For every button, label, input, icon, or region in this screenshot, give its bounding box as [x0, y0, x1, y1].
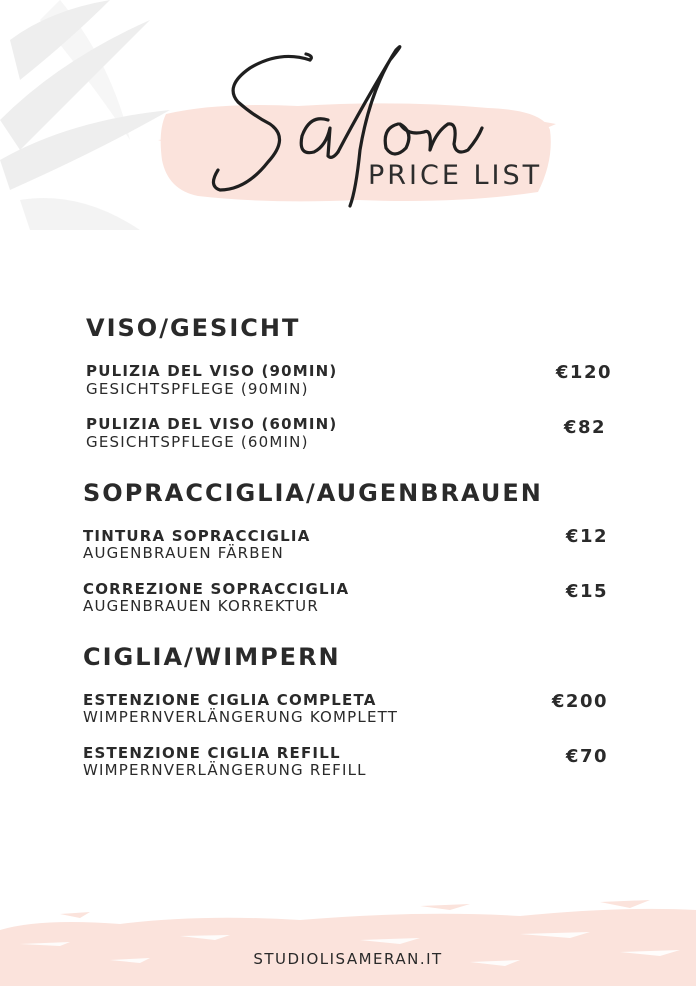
item-price: €200: [551, 691, 608, 712]
item-name-de: WIMPERNVERLÄNGERUNG KOMPLETT: [83, 708, 399, 726]
pink-brush-stroke-icon: [0, 900, 696, 986]
item-price: €70: [565, 746, 608, 767]
item-name-it: PULIZIA DEL VISO (90MIN): [86, 362, 338, 380]
item-name-it: ESTENZIONE CIGLIA REFILL: [83, 744, 341, 762]
item-name-de: AUGENBRAUEN FÄRBEN: [83, 544, 284, 562]
section-title-viso: VISO/GESICHT: [86, 314, 301, 342]
item-price: €120: [555, 362, 612, 383]
item-name-it: ESTENZIONE CIGLIA COMPLETA: [83, 691, 377, 709]
item-name-de: WIMPERNVERLÄNGERUNG REFILL: [83, 761, 367, 779]
website-link[interactable]: STUDIOLISAMERAN.IT: [253, 950, 443, 968]
section-title-ciglia: CIGLIA/WIMPERN: [83, 643, 341, 671]
item-name-it: TINTURA SOPRACCIGLIA: [83, 527, 311, 545]
item-name-de: GESICHTSPFLEGE (90MIN): [86, 380, 309, 398]
item-name-de: GESICHTSPFLEGE (60MIN): [86, 433, 309, 451]
section-title-sopracciglia: SOPRACCIGLIA/AUGENBRAUEN: [83, 479, 543, 507]
item-name-de: AUGENBRAUEN KORREKTUR: [83, 597, 319, 615]
item-name-it: CORREZIONE SOPRACCIGLIA: [83, 580, 350, 598]
price-list-subtitle: PRICE LIST: [368, 160, 543, 191]
item-price: €12: [565, 526, 608, 547]
item-price: €82: [563, 417, 606, 438]
item-price: €15: [565, 581, 608, 602]
item-name-it: PULIZIA DEL VISO (60MIN): [86, 415, 338, 433]
